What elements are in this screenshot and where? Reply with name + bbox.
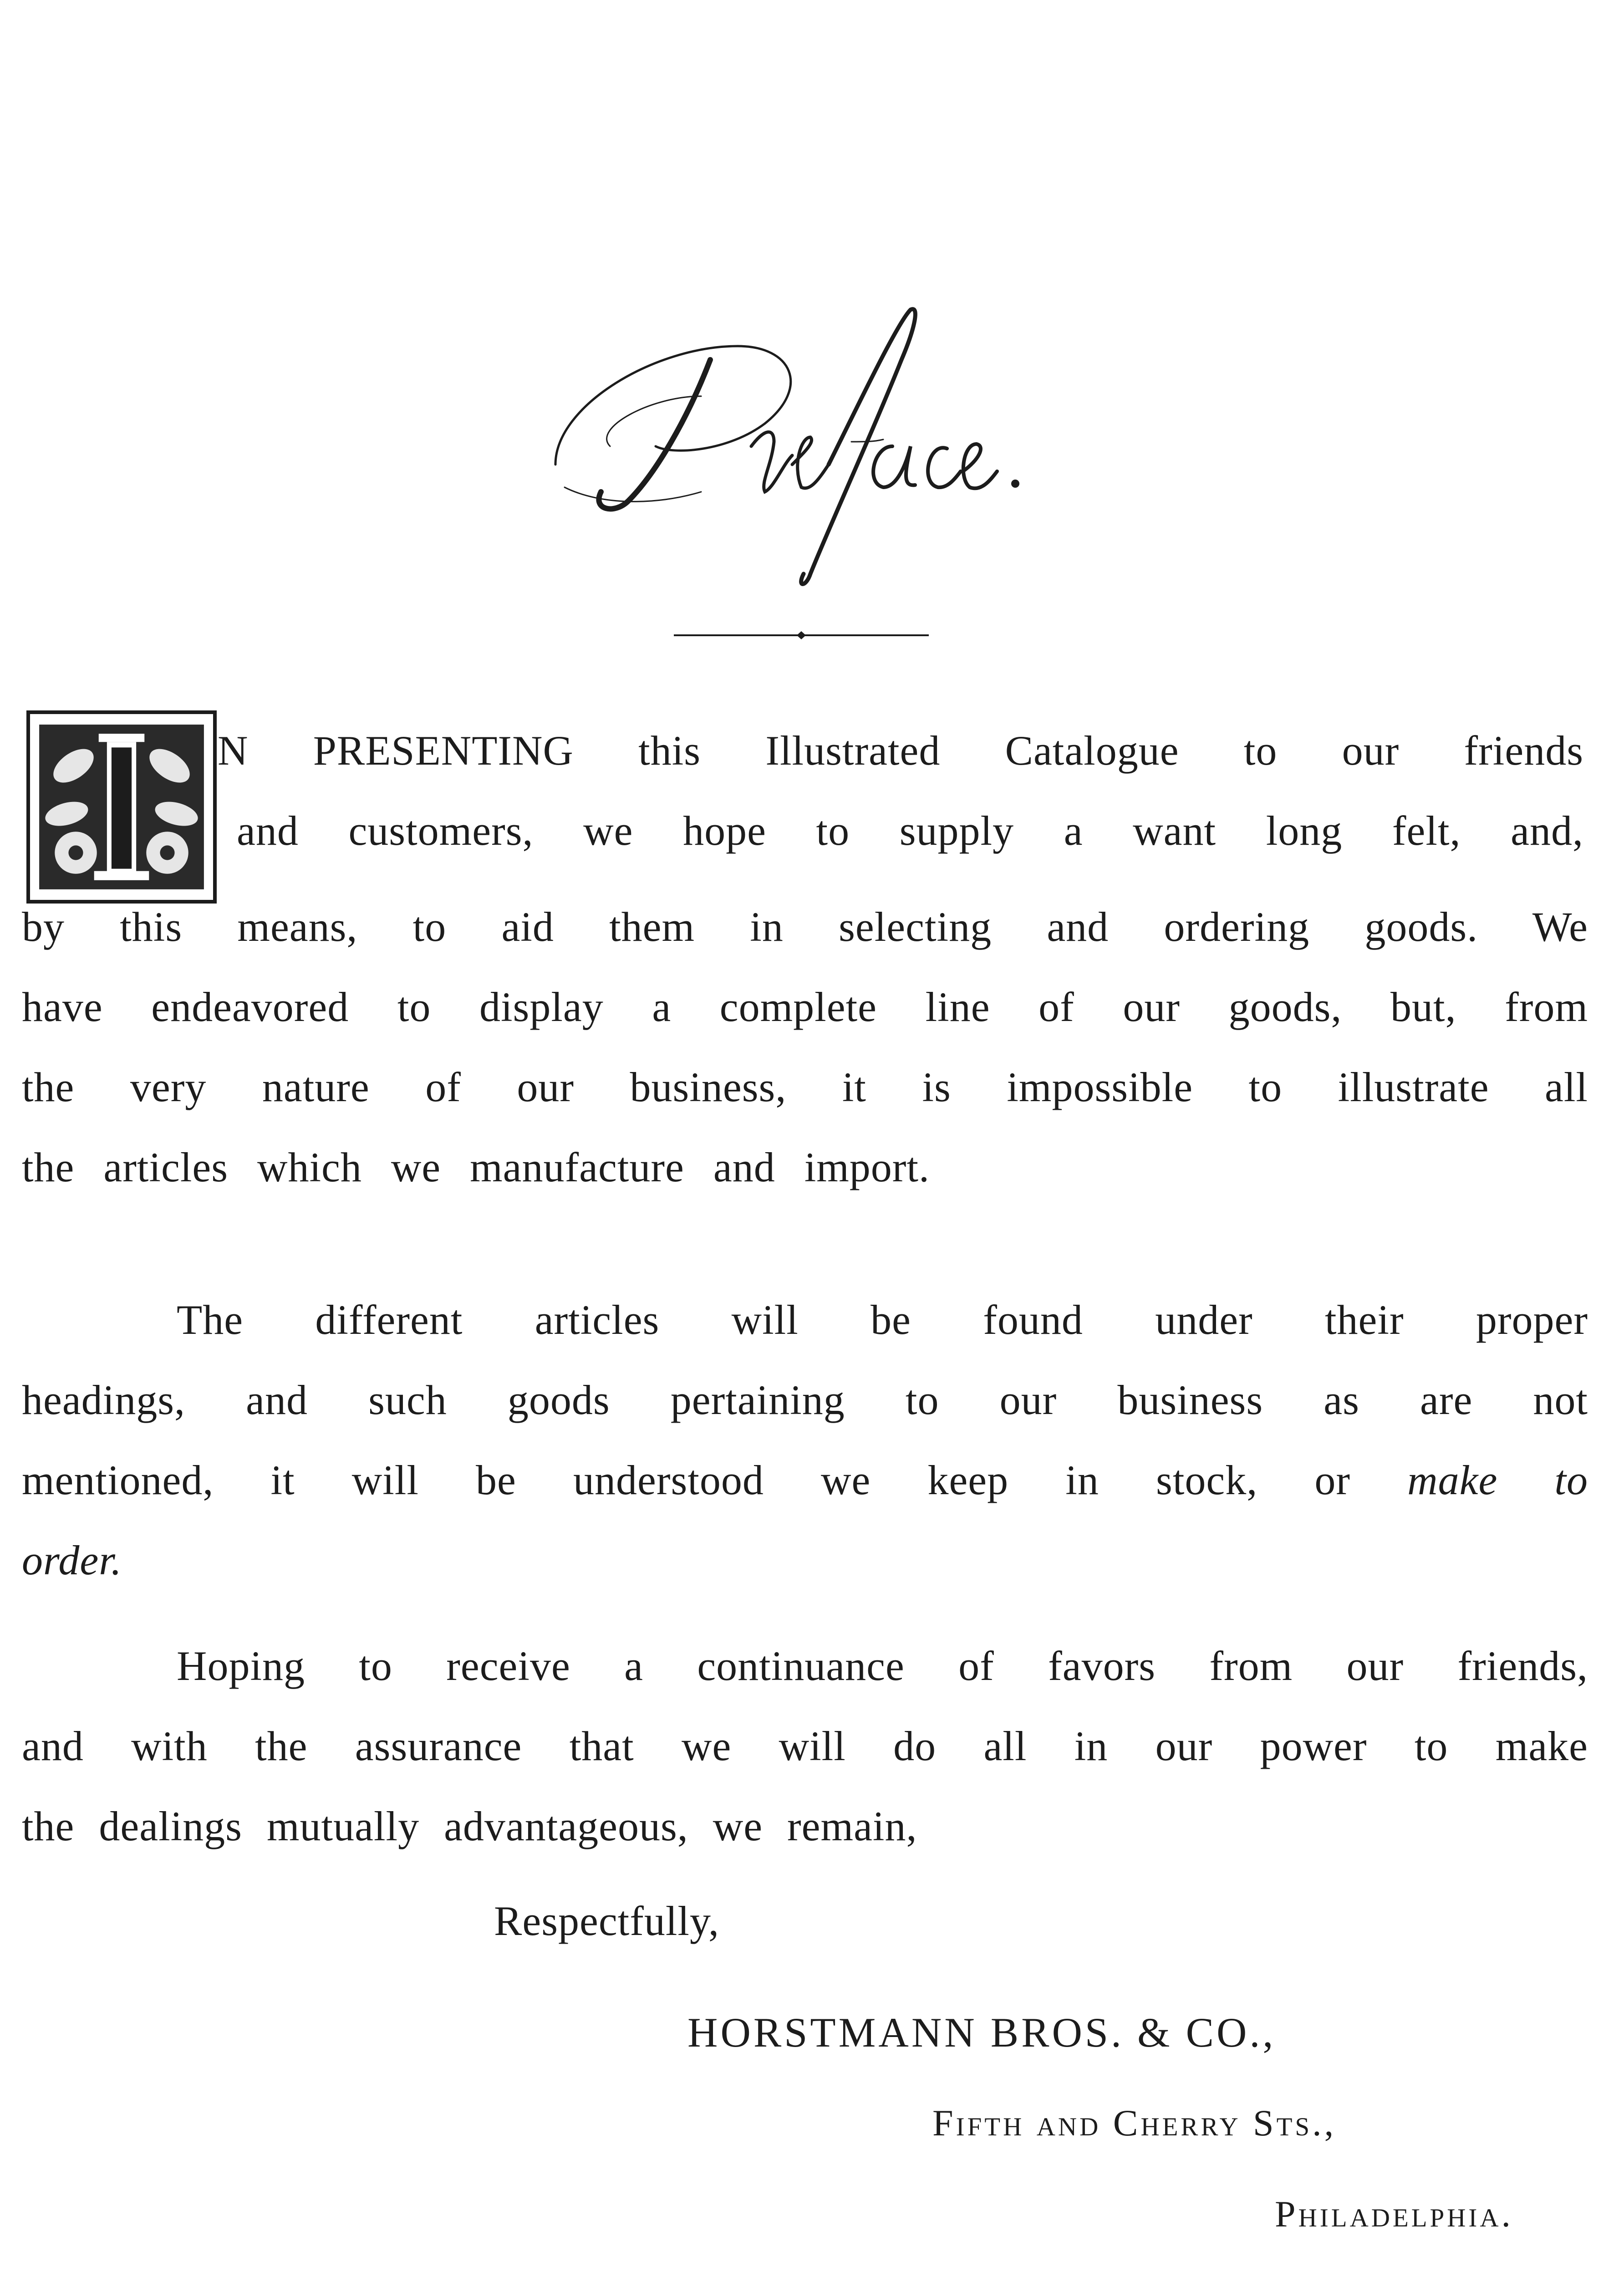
paragraph-3 [22,1626,1588,1866]
paragraph-3-line-1: Hoping to receive a continuance of favors from our friends, [177,1643,1588,1689]
paragraph-2-line-3 [22,1440,1588,1520]
preface-title-text [537,291,1084,610]
dropcap-letter [30,714,213,900]
preface-title [537,291,1084,610]
paragraph-1-line-1: N PRESENTING this Illustrated Catalogue to our friends [218,727,1583,774]
signature-company: HORSTMANN BROS. & CO., [687,2009,1276,2056]
paragraph-1-line-5: the very nature of our business, it is impossible to illustrate all [22,1064,1588,1110]
signature-city: Philadelphia. [1275,2193,1514,2235]
paragraph-1-line-6: the articles which we manufacture and import. [22,1144,930,1190]
paragraph-1-line-3: by this means, to aid them in selecting and ordering goods. We [22,904,1588,950]
paragraph-3-line-2: and with the assurance that we will do all in our power to make [22,1723,1588,1769]
paragraph-1-body [22,887,1588,1207]
signature-closing: Respectfully, [494,1898,720,1944]
paragraph-2-line-3-text: mentioned, it will be understood we keep in stock, or [22,1457,1351,1503]
paragraph-2-italic-phrase: make to [1407,1457,1588,1503]
paragraph-1-line-4: have endeavored to display a complete line of our goods, but, from [22,984,1588,1030]
divider-rule [674,628,929,642]
paragraph-2-line-1: The different articles will be found under their proper [177,1297,1588,1343]
paragraph-3-line-3: the dealings mutually advantageous, we remain, [22,1803,917,1849]
illuminated-dropcap-i [26,710,217,904]
paragraph-1-line-2: and customers, we hope to supply a want long felt, and, [237,807,1583,854]
paragraph-2-line-4: order. [22,1537,122,1583]
signature-address: Fifth and Cherry Sts., [932,2102,1337,2144]
paragraph-2-line-2: headings, and such goods pertaining to our business as are not [22,1377,1588,1423]
ornamental-divider [674,628,929,642]
paragraph-2 [22,1280,1588,1600]
